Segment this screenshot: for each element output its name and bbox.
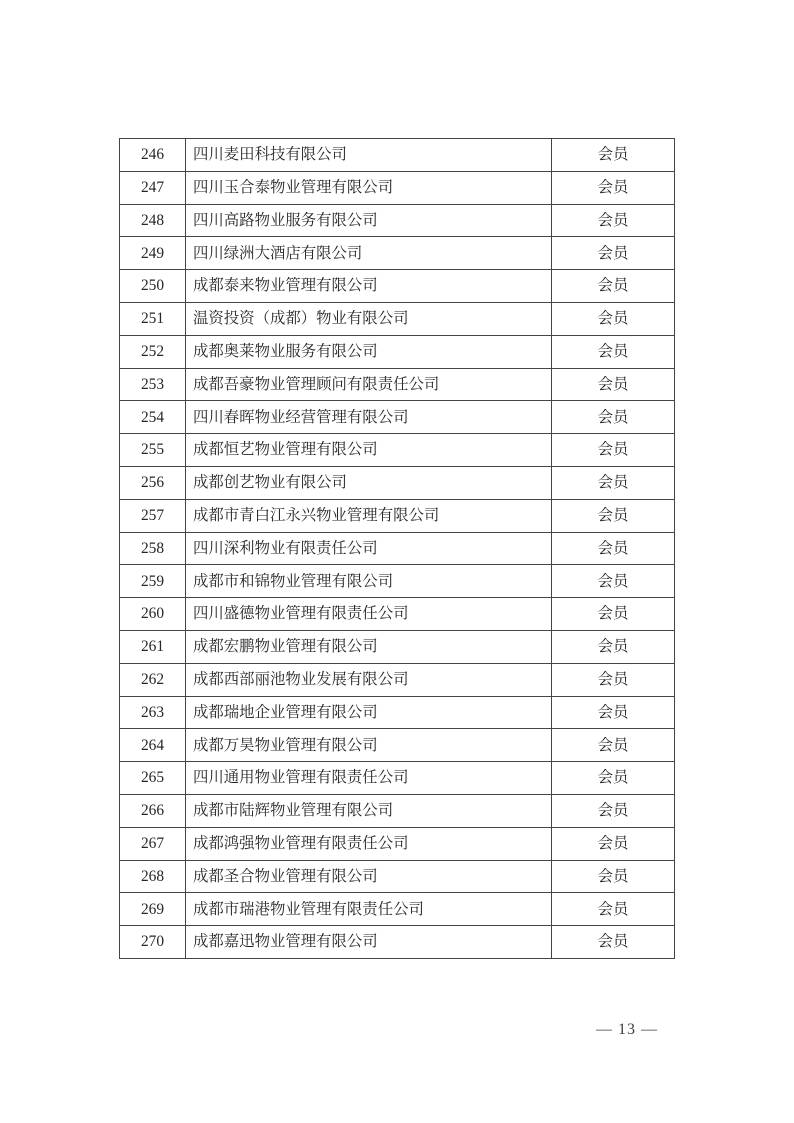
table-row bbox=[120, 368, 675, 401]
row-number-cell: 247 bbox=[120, 171, 186, 204]
table-row bbox=[120, 237, 675, 270]
company-name-cell: 四川高路物业服务有限公司 bbox=[186, 204, 552, 237]
table-row bbox=[120, 434, 675, 467]
row-number-cell: 269 bbox=[120, 893, 186, 926]
row-number-cell: 266 bbox=[120, 794, 186, 827]
row-number-cell: 263 bbox=[120, 696, 186, 729]
company-name-cell: 成都奥莱物业服务有限公司 bbox=[186, 335, 552, 368]
table-row bbox=[120, 565, 675, 598]
table-row bbox=[120, 663, 675, 696]
row-number-cell: 264 bbox=[120, 729, 186, 762]
member-status-cell: 会员 bbox=[552, 630, 675, 663]
member-status-cell: 会员 bbox=[552, 532, 675, 565]
table-row bbox=[120, 762, 675, 795]
member-status-cell: 会员 bbox=[552, 794, 675, 827]
company-name-cell: 四川盛德物业管理有限责任公司 bbox=[186, 598, 552, 631]
table-row bbox=[120, 171, 675, 204]
member-status-cell: 会员 bbox=[552, 401, 675, 434]
member-status-cell: 会员 bbox=[552, 762, 675, 795]
member-status-cell: 会员 bbox=[552, 368, 675, 401]
member-status-cell: 会员 bbox=[552, 729, 675, 762]
company-name-cell: 成都圣合物业管理有限公司 bbox=[186, 860, 552, 893]
company-name-cell: 成都市瑞港物业管理有限责任公司 bbox=[186, 893, 552, 926]
member-status-cell: 会员 bbox=[552, 893, 675, 926]
table-row bbox=[120, 860, 675, 893]
row-number-cell: 251 bbox=[120, 302, 186, 335]
row-number-cell: 249 bbox=[120, 237, 186, 270]
page-number: — 13 — bbox=[596, 1021, 658, 1038]
company-name-cell: 成都市青白江永兴物业管理有限公司 bbox=[186, 499, 552, 532]
company-name-cell: 四川通用物业管理有限责任公司 bbox=[186, 762, 552, 795]
row-number-cell: 270 bbox=[120, 926, 186, 959]
row-number-cell: 257 bbox=[120, 499, 186, 532]
company-name-cell: 成都万昊物业管理有限公司 bbox=[186, 729, 552, 762]
table-row bbox=[120, 532, 675, 565]
member-status-cell: 会员 bbox=[552, 139, 675, 172]
row-number-cell: 255 bbox=[120, 434, 186, 467]
member-status-cell: 会员 bbox=[552, 565, 675, 598]
company-name-cell: 成都宏鹏物业管理有限公司 bbox=[186, 630, 552, 663]
row-number-cell: 265 bbox=[120, 762, 186, 795]
member-status-cell: 会员 bbox=[552, 827, 675, 860]
member-status-cell: 会员 bbox=[552, 204, 675, 237]
company-name-cell: 成都嘉迅物业管理有限公司 bbox=[186, 926, 552, 959]
member-status-cell: 会员 bbox=[552, 663, 675, 696]
company-name-cell: 成都瑞地企业管理有限公司 bbox=[186, 696, 552, 729]
row-number-cell: 248 bbox=[120, 204, 186, 237]
table-row bbox=[120, 466, 675, 499]
company-name-cell: 四川绿洲大酒店有限公司 bbox=[186, 237, 552, 270]
row-number-cell: 246 bbox=[120, 139, 186, 172]
company-name-cell: 成都市陆辉物业管理有限公司 bbox=[186, 794, 552, 827]
member-status-cell: 会员 bbox=[552, 598, 675, 631]
table-row bbox=[120, 401, 675, 434]
table-row bbox=[120, 270, 675, 303]
table-row bbox=[120, 499, 675, 532]
table-row bbox=[120, 794, 675, 827]
company-name-cell: 四川麦田科技有限公司 bbox=[186, 139, 552, 172]
row-number-cell: 258 bbox=[120, 532, 186, 565]
company-name-cell: 成都市和锦物业管理有限公司 bbox=[186, 565, 552, 598]
company-name-cell: 成都泰来物业管理有限公司 bbox=[186, 270, 552, 303]
member-status-cell: 会员 bbox=[552, 466, 675, 499]
row-number-cell: 256 bbox=[120, 466, 186, 499]
company-name-cell: 成都创艺物业有限公司 bbox=[186, 466, 552, 499]
table-row bbox=[120, 335, 675, 368]
member-status-cell: 会员 bbox=[552, 860, 675, 893]
member-status-cell: 会员 bbox=[552, 696, 675, 729]
company-name-cell: 四川玉合泰物业管理有限公司 bbox=[186, 171, 552, 204]
row-number-cell: 252 bbox=[120, 335, 186, 368]
member-status-cell: 会员 bbox=[552, 335, 675, 368]
member-status-cell: 会员 bbox=[552, 434, 675, 467]
table-row bbox=[120, 598, 675, 631]
company-name-cell: 四川春晖物业经营管理有限公司 bbox=[186, 401, 552, 434]
table-row bbox=[120, 696, 675, 729]
table-row bbox=[120, 139, 675, 172]
company-name-cell: 成都鸿强物业管理有限责任公司 bbox=[186, 827, 552, 860]
row-number-cell: 261 bbox=[120, 630, 186, 663]
member-status-cell: 会员 bbox=[552, 237, 675, 270]
table-row bbox=[120, 204, 675, 237]
row-number-cell: 259 bbox=[120, 565, 186, 598]
row-number-cell: 268 bbox=[120, 860, 186, 893]
member-status-cell: 会员 bbox=[552, 171, 675, 204]
member-status-cell: 会员 bbox=[552, 302, 675, 335]
table-row bbox=[120, 302, 675, 335]
table-row bbox=[120, 827, 675, 860]
company-name-cell: 温资投资（成都）物业有限公司 bbox=[186, 302, 552, 335]
company-name-cell: 成都恒艺物业管理有限公司 bbox=[186, 434, 552, 467]
member-list-table bbox=[119, 138, 675, 959]
row-number-cell: 250 bbox=[120, 270, 186, 303]
member-status-cell: 会员 bbox=[552, 499, 675, 532]
table-row bbox=[120, 630, 675, 663]
row-number-cell: 254 bbox=[120, 401, 186, 434]
table-row bbox=[120, 729, 675, 762]
member-list-table-body bbox=[120, 139, 675, 959]
table-row bbox=[120, 926, 675, 959]
member-status-cell: 会员 bbox=[552, 270, 675, 303]
table-row bbox=[120, 893, 675, 926]
row-number-cell: 253 bbox=[120, 368, 186, 401]
row-number-cell: 267 bbox=[120, 827, 186, 860]
company-name-cell: 四川深利物业有限责任公司 bbox=[186, 532, 552, 565]
company-name-cell: 成都西部丽池物业发展有限公司 bbox=[186, 663, 552, 696]
company-name-cell: 成都吾豪物业管理顾问有限责任公司 bbox=[186, 368, 552, 401]
member-status-cell: 会员 bbox=[552, 926, 675, 959]
row-number-cell: 262 bbox=[120, 663, 186, 696]
row-number-cell: 260 bbox=[120, 598, 186, 631]
